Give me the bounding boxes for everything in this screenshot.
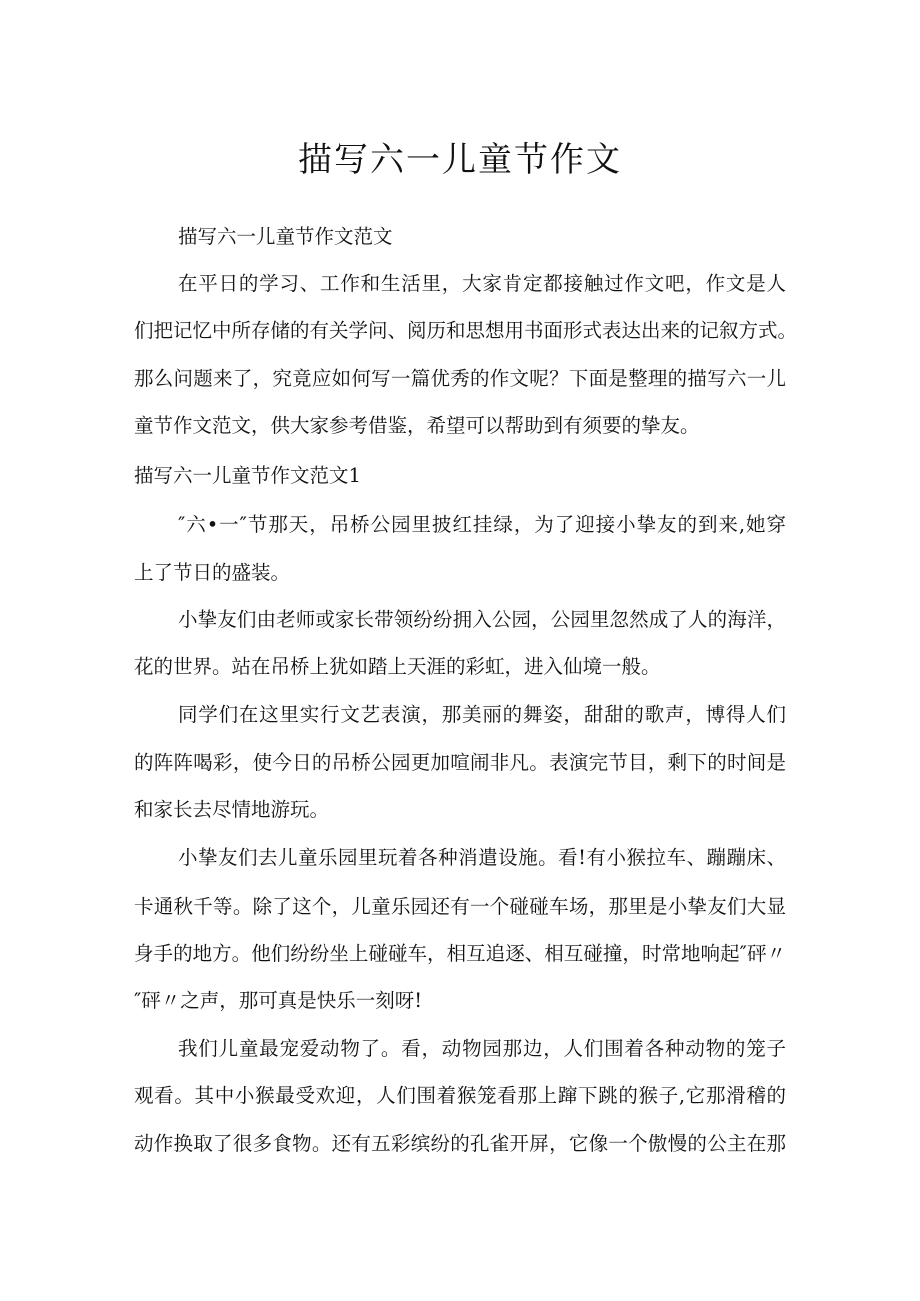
section-heading: 描写六一儿童节作文范文1: [134, 464, 361, 487]
paragraph-line: 小挚友们由老师或家长带领纷纷拥入公园，公园里忽然成了人的海洋，: [178, 608, 786, 631]
subtitle-line: 描写六一儿童节作文范文: [178, 225, 393, 248]
paragraph-line: 童节作文范文，供大家参考借鉴，希望可以帮助到有须要的挚友。: [134, 414, 700, 437]
paragraph-line: 们把记忆中所存储的有关学问、阅历和思想用书面形式表达出来的记叙方式。: [134, 319, 798, 342]
paragraph-line: 的阵阵喝彩，使今日的吊桥公园更加喧闹非凡。表演完节目，剩下的时间是: [134, 751, 786, 774]
paragraph-line: 观看。其中小猴最受欢迎，人们围着猴笼看那上蹿下跳的猴子,它那滑稽的: [134, 1084, 786, 1107]
paragraph-line: 身手的地方。他们纷纷坐上碰碰车，相互追逐、相互碰撞，时常地响起″砰〃: [134, 942, 786, 965]
paragraph-line: 我们儿童最宠爱动物了。看，动物园那边，人们围着各种动物的笼子: [178, 1037, 786, 1060]
paragraph-line: 动作换取了很多食物。还有五彩缤纷的孔雀开屏，它像一个傲慢的公主在那: [134, 1132, 786, 1155]
document-title: 描写六一儿童节作文: [298, 140, 622, 180]
paragraph-line: 小挚友们去儿童乐园里玩着各种消遣设施。看!有小猴拉车、蹦蹦床、: [178, 846, 786, 869]
paragraph-line: 花的世界。站在吊桥上犹如踏上天涯的彩虹，进入仙境一般。: [134, 655, 661, 678]
paragraph-line: 在平日的学习、工作和生活里，大家肯定都接触过作文吧，作文是人: [178, 272, 786, 295]
paragraph-line: ″六•一″节那天，吊桥公园里披红挂绿，为了迎接小挚友的到来,她穿: [178, 513, 786, 536]
paragraph-line: 同学们在这里实行文艺表演，那美丽的舞姿，甜甜的歌声，博得人们: [178, 703, 786, 726]
paragraph-line: 那么问题来了，究竟应如何写一篇优秀的作文呢？下面是整理的描写六一儿: [134, 367, 786, 390]
paragraph-line: ″砰〃之声，那可真是快乐一刻呀!: [134, 989, 423, 1012]
paragraph-line: 卡通秋千等。除了这个，儿童乐园还有一个碰碰车场，那里是小挚友们大显: [134, 895, 786, 918]
paragraph-line: 上了节日的盛装。: [134, 561, 291, 584]
paragraph-line: 和家长去尽情地游玩。: [134, 798, 330, 821]
